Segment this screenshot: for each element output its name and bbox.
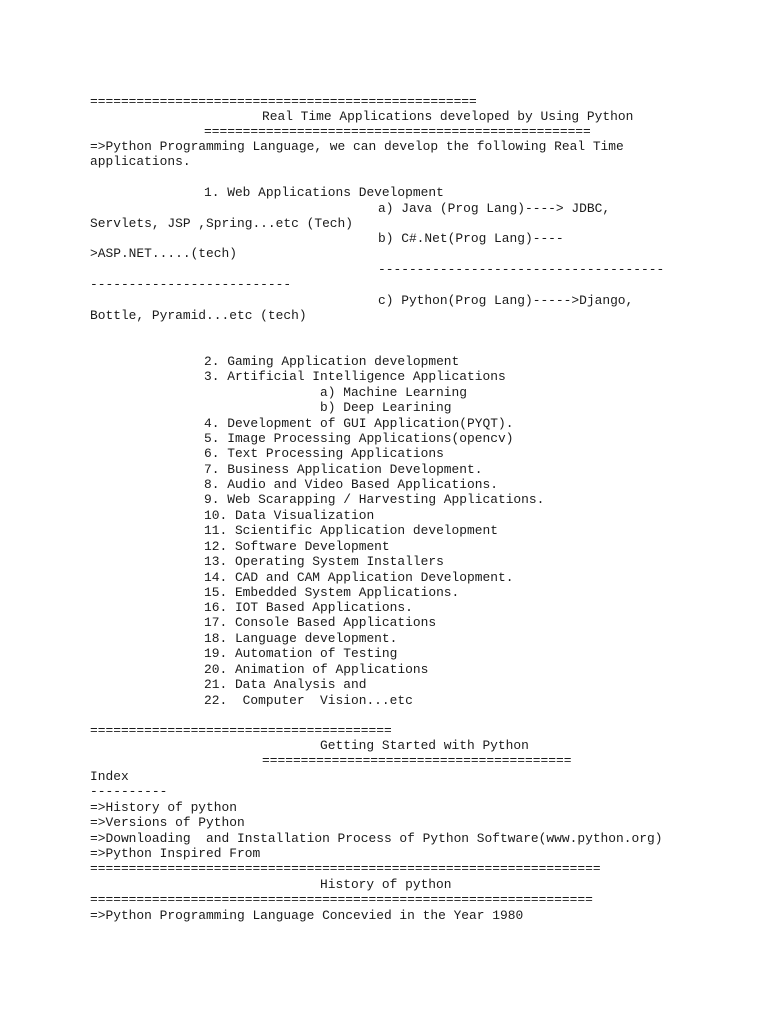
list-item: 21. Data Analysis and xyxy=(204,677,367,692)
list-item: 15. Embedded System Applications. xyxy=(204,585,460,600)
index-item: =>Versions of Python xyxy=(90,815,245,830)
list-item: 22. Computer Vision...etc xyxy=(204,693,413,708)
separator-line: ================================================== xyxy=(204,124,591,139)
index-item: =>Downloading and Installation Process of Python Software(www.python.org) xyxy=(90,831,663,846)
list-item: 17. Console Based Applications xyxy=(204,615,437,630)
sub-list-item: c) Python(Prog Lang)----->Django, xyxy=(378,293,634,308)
list-item: 7. Business Application Development. xyxy=(204,462,483,477)
list-item: 4. Development of GUI Application(PYQT). xyxy=(204,416,514,431)
list-item: 10. Data Visualization xyxy=(204,508,375,523)
separator-line: ================================================== xyxy=(90,94,477,109)
list-item: 3. Artificial Intelligence Applications xyxy=(204,369,506,384)
index-item: =>History of python xyxy=(90,800,237,815)
list-item: 11. Scientific Application development xyxy=(204,523,498,538)
list-item: 19. Automation of Testing xyxy=(204,646,398,661)
sub-list-item: b) C#.Net(Prog Lang)---- xyxy=(378,231,564,246)
list-item: 9. Web Scarapping / Harvesting Applications. xyxy=(204,492,545,507)
sub-list-item: a) Machine Learning xyxy=(320,385,467,400)
list-item: 14. CAD and CAM Application Development. xyxy=(204,570,514,585)
section-title: Real Time Applications developed by Using Python xyxy=(262,109,634,124)
separator-line: ======================================== xyxy=(262,753,572,768)
dash-line: -------------------------- xyxy=(90,277,292,292)
list-item: 12. Software Development xyxy=(204,539,390,554)
separator-line: ================================================================= xyxy=(90,892,593,907)
separator-line: ======================================= xyxy=(90,723,392,738)
list-item: 1. Web Applications Development xyxy=(204,185,444,200)
list-item: 2. Gaming Application development xyxy=(204,354,460,369)
list-item: 8. Audio and Video Based Applications. xyxy=(204,477,498,492)
separator-line: ================================================================== xyxy=(90,861,601,876)
text-line: Bottle, Pyramid...etc (tech) xyxy=(90,308,307,323)
list-item: 16. IOT Based Applications. xyxy=(204,600,413,615)
dash-line: ------------------------------------- xyxy=(378,262,665,277)
index-item: =>Python Inspired From xyxy=(90,846,261,861)
text-line: =>Python Programming Language, we can develop the following Real Time xyxy=(90,139,624,154)
text-line: =>Python Programming Language Concevied in the Year 1980 xyxy=(90,908,524,923)
index-heading: Index xyxy=(90,769,129,784)
sub-list-item: b) Deep Learining xyxy=(320,400,452,415)
list-item: 18. Language development. xyxy=(204,631,398,646)
list-item: 5. Image Processing Applications(opencv) xyxy=(204,431,514,446)
section-title: Getting Started with Python xyxy=(320,738,529,753)
text-line: Servlets, JSP ,Spring...etc (Tech) xyxy=(90,216,354,231)
text-line: >ASP.NET.....(tech) xyxy=(90,246,237,261)
list-item: 13. Operating System Installers xyxy=(204,554,444,569)
text-line: applications. xyxy=(90,154,191,169)
dash-line: ---------- xyxy=(90,784,168,799)
sub-list-item: a) Java (Prog Lang)----> JDBC, xyxy=(378,201,611,216)
section-title: History of python xyxy=(320,877,452,892)
list-item: 20. Animation of Applications xyxy=(204,662,429,677)
list-item: 6. Text Processing Applications xyxy=(204,446,444,461)
